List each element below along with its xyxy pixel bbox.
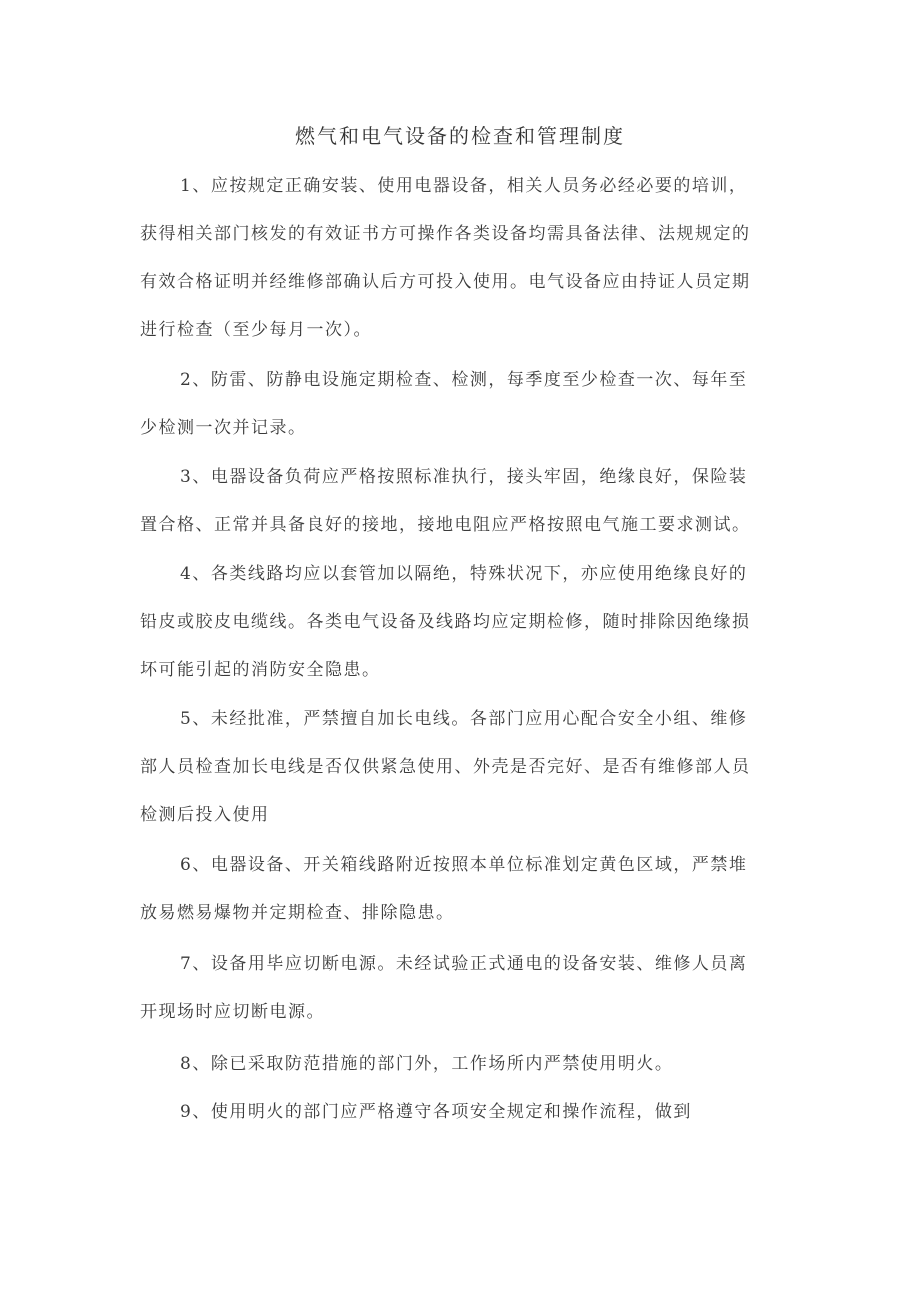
- text-line: 3、电器设备负荷应严格按照标准执行，接头牢固，绝缘良好，保险装: [180, 467, 748, 487]
- text-line: 置合格、正常并具备良好的接地，接地电阻应严格按照电气施工要求测试。: [140, 515, 751, 535]
- document-title: 燃气和电气设备的检查和管理制度: [295, 124, 625, 148]
- text-line: 坏可能引起的消防安全隐患。: [140, 660, 381, 680]
- text-line: 9、使用明火的部门应严格遵守各项安全规定和操作流程，做到: [180, 1102, 692, 1122]
- text-line: 2、防雷、防静电设施定期检查、检测，每季度至少检查一次、每年至: [180, 370, 748, 390]
- text-line: 检测后投入使用: [140, 805, 270, 825]
- text-line: 5、未经批准，严禁擅自加长电线。各部门应用心配合安全小组、维修: [180, 709, 748, 729]
- text-line: 少检测一次并记录。: [140, 418, 307, 438]
- text-line: 铅皮或胶皮电缆线。各类电气设备及线路均应定期检修，随时排除因绝缘损: [140, 612, 751, 632]
- text-line: 8、除已采取防范措施的部门外，工作场所内严禁使用明火。: [180, 1054, 674, 1074]
- text-line: 开现场时应切断电源。: [140, 1002, 325, 1022]
- text-line: 有效合格证明并经维修部确认后方可投入使用。电气设备应由持证人员定期: [140, 272, 751, 292]
- text-line: 6、电器设备、开关箱线路附近按照本单位标准划定黄色区域，严禁堆: [180, 855, 748, 875]
- text-line: 7、设备用毕应切断电源。未经试验正式通电的设备安装、维修人员离: [180, 954, 748, 974]
- text-line: 获得相关部门核发的有效证书方可操作各类设备均需具备法律、法规规定的: [140, 224, 751, 244]
- text-line: 部人员检查加长电线是否仅供紧急使用、外壳是否完好、是否有维修部人员: [140, 757, 751, 777]
- text-line: 4、各类线路均应以套管加以隔绝，特殊状况下，亦应使用绝缘良好的: [180, 564, 748, 584]
- text-line: 1、应按规定正确安装、使用电器设备，相关人员务必经必要的培训，: [180, 176, 748, 196]
- text-line: 进行检查（至少每月一次）。: [140, 320, 372, 340]
- text-line: 放易燃易爆物并定期检查、排除隐患。: [140, 903, 455, 923]
